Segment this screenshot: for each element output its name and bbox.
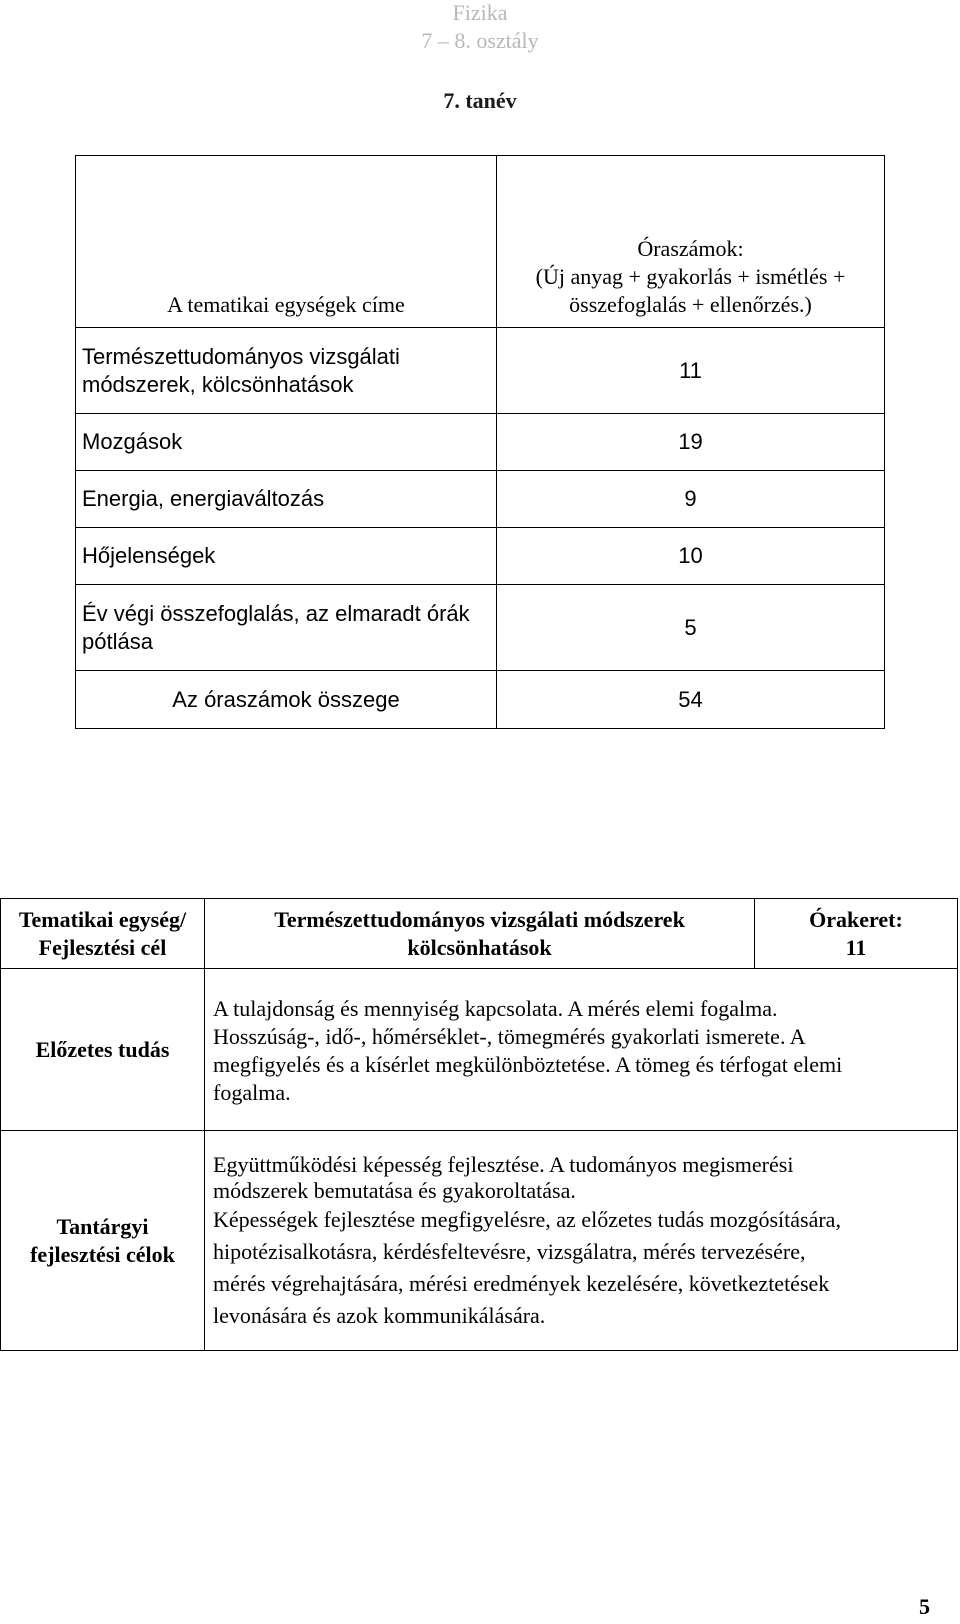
- goals-label: Tantárgyi fejlesztési célok: [1, 1131, 205, 1351]
- hours-frame-label: Órakeret:: [809, 906, 903, 932]
- unit-header-row: [1, 899, 958, 969]
- row-hours: 11: [497, 328, 885, 414]
- row-title: Energia, energiaváltozás: [76, 471, 497, 528]
- goals-row: [1, 1131, 958, 1351]
- total-row: [76, 671, 885, 729]
- total-value: 54: [497, 671, 885, 729]
- row-hours: 19: [497, 414, 885, 471]
- unit-table: [0, 898, 958, 1351]
- table-row: [76, 414, 885, 471]
- table-row: [76, 328, 885, 414]
- row-title: Év végi összefoglalás, az elmaradt órák pótlása: [76, 585, 497, 671]
- row-hours: 9: [497, 471, 885, 528]
- row-hours: 5: [497, 585, 885, 671]
- row-title: Mozgások: [76, 414, 497, 471]
- subject-header: Fizika: [452, 0, 508, 25]
- page-number: 5: [919, 1594, 930, 1619]
- col-header-title: A tematikai egységek címe: [76, 156, 497, 328]
- col-header-hours: [497, 156, 885, 328]
- grades-header: 7 – 8. osztály: [421, 28, 539, 53]
- hours-header-line3: összefoglalás + ellenőrzés.): [569, 292, 812, 317]
- hours-table: [75, 155, 885, 729]
- prior-knowledge-text: A tulajdonság és mennyiség kapcsolata. A mérés elemi fogalma. Hosszúság-, idő-, hőmérséklet-, tömegmérés gyakorlati ismerete. A megfigyelés és a kísérlet megkülönböztetése. A tömeg és térfogat elemi fogalma.: [205, 969, 958, 1131]
- row-title: Hőjelenségek: [76, 528, 497, 585]
- total-label: Az óraszámok összege: [76, 671, 497, 729]
- row-title: Természettudományos vizsgálati módszerek, kölcsönhatások: [76, 328, 497, 414]
- goals-text: Együttműködési képesség fejlesztése. A tudományos megismerési módszerek bemutatása és gyakoroltatása. Képességek fejlesztése megfigyelésre, az előzetes tudás mozgósítására, hipotézisalkotásra, kérdésfeltevésre, vizsgálatra, mérés tervezésére, mérés végrehajtására, mérési eredmények kezelésére, következtetések levonására és azok kommunikálására.: [205, 1131, 958, 1351]
- year-title: 7. tanév: [443, 88, 517, 113]
- table-header-row: [76, 156, 885, 328]
- table-row: [76, 471, 885, 528]
- hours-header-title: Óraszámok:: [637, 236, 744, 261]
- prior-knowledge-label: Előzetes tudás: [1, 969, 205, 1131]
- prior-knowledge-row: [1, 969, 958, 1131]
- hours-frame-value: 11: [845, 934, 867, 960]
- table-row: [76, 528, 885, 585]
- hours-header-line2: (Új anyag + gyakorlás + ismétlés +: [535, 264, 846, 289]
- unit-title: Természettudományos vizsgálati módszerek kölcsönhatások: [205, 899, 755, 969]
- hours-frame: [755, 899, 958, 969]
- row-hours: 10: [497, 528, 885, 585]
- table-row: [76, 585, 885, 671]
- unit-label: Tematikai egység/ Fejlesztési cél: [1, 899, 205, 969]
